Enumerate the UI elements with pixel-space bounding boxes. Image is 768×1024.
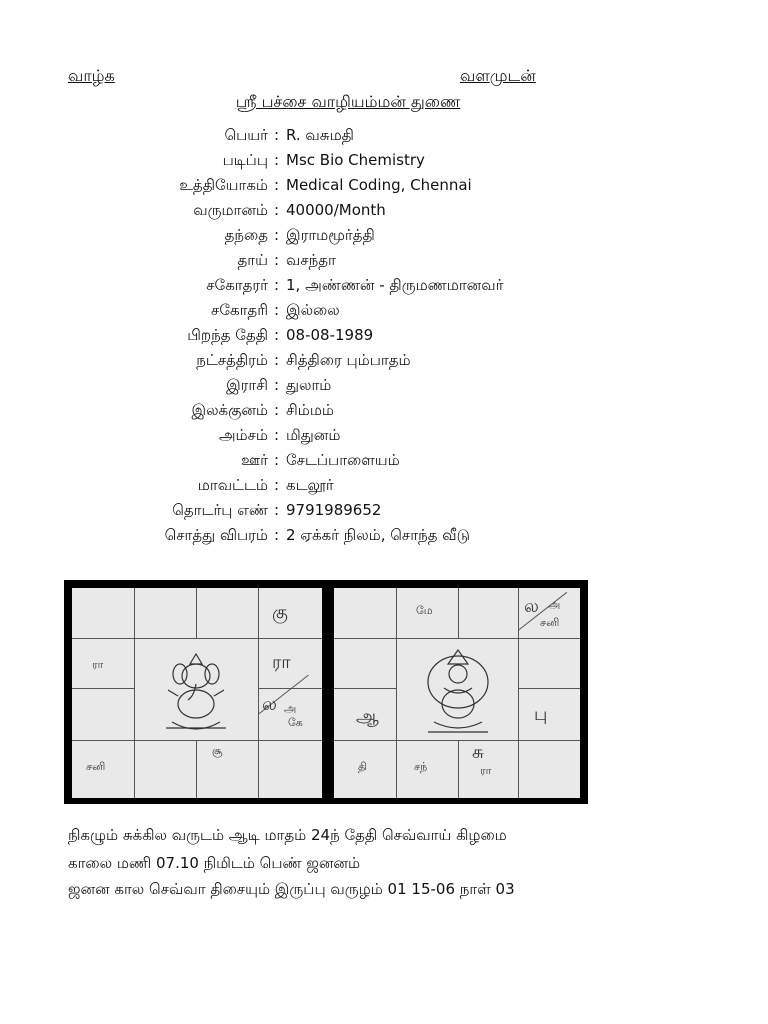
detail-label: வருமானம் [193, 201, 268, 219]
navamsa-chart [334, 588, 580, 798]
detail-colon: : [274, 401, 280, 419]
detail-label: சொத்து விபரம் [164, 526, 268, 544]
detail-row [0, 501, 768, 525]
chart-glyph: சந் [414, 760, 428, 773]
detail-value: மிதுனம் [286, 426, 341, 444]
detail-colon: : [274, 476, 280, 494]
detail-colon: : [274, 201, 280, 219]
detail-label: ஊர் [241, 451, 268, 469]
detail-row [0, 351, 768, 375]
detail-value: இராமமூர்த்தி [286, 226, 375, 244]
detail-colon: : [274, 501, 280, 519]
detail-row [0, 176, 768, 200]
detail-colon: : [274, 226, 280, 244]
detail-label: உத்தியோகம் [179, 176, 268, 194]
detail-colon: : [274, 451, 280, 469]
horoscope-charts [64, 580, 588, 804]
detail-row [0, 526, 768, 550]
detail-label: தொடர்பு எண் [172, 501, 268, 519]
detail-value: 9791989652 [286, 501, 382, 519]
detail-value: 2 ஏக்கர் நிலம், சொந்த வீடு [286, 526, 470, 544]
detail-row [0, 451, 768, 475]
chart-glyph: ஆ [356, 706, 379, 727]
detail-colon: : [274, 526, 280, 544]
chart-glyph: ல [524, 596, 539, 617]
chart-glyph: ரா [480, 764, 492, 777]
rasi-chart [72, 588, 322, 798]
chart-glyph: தி [358, 760, 368, 773]
detail-value: சேடப்பாளையம் [286, 451, 400, 469]
chart-glyph: பு [534, 704, 548, 725]
detail-row [0, 276, 768, 300]
detail-value: Msc Bio Chemistry [286, 151, 425, 169]
chart-glyph: அ [284, 702, 297, 715]
detail-label: பிறந்த தேதி [187, 326, 268, 344]
detail-colon: : [274, 351, 280, 369]
goddess-drawing-icon [420, 648, 496, 736]
detail-label: அம்சம் [218, 426, 268, 444]
detail-row [0, 401, 768, 425]
detail-row [0, 226, 768, 250]
detail-row [0, 251, 768, 275]
ganesha-drawing-icon [156, 650, 236, 734]
birth-info-line-1: நிகழும் சுக்கில வருடம் ஆடி மாதம் 24ந் தேதி செவ்வாய் கிழமை [68, 826, 507, 844]
detail-label: பெயர் [224, 126, 268, 144]
header-left-greeting: வாழ்க [68, 66, 115, 85]
detail-value: இல்லை [286, 301, 340, 319]
detail-label: சகோதரர் [206, 276, 268, 294]
detail-label: மாவட்டம் [197, 476, 268, 494]
detail-row [0, 326, 768, 350]
chart-glyph: அ [548, 598, 561, 611]
chart-glyph: ல [262, 694, 277, 715]
detail-value: கடலூர் [286, 476, 334, 494]
detail-colon: : [274, 301, 280, 319]
detail-label: படிப்பு [222, 151, 268, 169]
detail-colon: : [274, 376, 280, 394]
detail-label: சகோதரி [211, 301, 268, 319]
detail-colon: : [274, 276, 280, 294]
detail-value: துலாம் [286, 376, 332, 394]
detail-row [0, 426, 768, 450]
chart-glyph: சூ [212, 744, 223, 757]
detail-value: 1, அண்ணன் - திருமணமானவர் [286, 276, 504, 294]
detail-value: 40000/Month [286, 201, 386, 219]
header-right-greeting: வளமுடன் [460, 66, 536, 85]
detail-colon: : [274, 326, 280, 344]
detail-label: இலக்குனம் [191, 401, 268, 419]
detail-value: 08-08-1989 [286, 326, 374, 344]
detail-colon: : [274, 126, 280, 144]
chart-glyph: சனி [540, 616, 560, 629]
detail-colon: : [274, 151, 280, 169]
detail-label: இராசி [226, 376, 268, 394]
detail-row [0, 301, 768, 325]
chart-glyph: சு [472, 742, 484, 763]
detail-colon: : [274, 426, 280, 444]
chart-glyph: மே [416, 604, 433, 617]
detail-value: Medical Coding, Chennai [286, 176, 472, 194]
detail-label: தந்தை [224, 226, 268, 244]
detail-row [0, 126, 768, 150]
chart-glyph: சனி [86, 760, 106, 773]
detail-row [0, 476, 768, 500]
detail-row [0, 151, 768, 175]
blessing-title: ஸ்ரீ பச்சை வாழியம்மன் துணை [235, 92, 461, 111]
detail-value: வசந்தா [286, 251, 336, 269]
chart-glyph: கு [272, 602, 288, 623]
birth-info-line-2: காலை மணி 07.10 நிமிடம் பெண் ஜனனம் [68, 854, 361, 872]
detail-value: சிம்மம் [286, 401, 334, 419]
detail-row [0, 201, 768, 225]
detail-row [0, 376, 768, 400]
chart-glyph: ரா [272, 652, 291, 673]
chart-glyph: ரா [92, 658, 104, 671]
detail-label: நட்சத்திரம் [196, 351, 268, 369]
detail-colon: : [274, 251, 280, 269]
chart-glyph: கே [288, 716, 303, 729]
detail-label: தாய் [237, 251, 268, 269]
detail-value: R. வசுமதி [286, 126, 354, 144]
birth-info-line-3: ஜனன கால செவ்வா திசையும் இருப்பு வருழம் 01 15-06 நாள் 03 [68, 880, 515, 898]
detail-colon: : [274, 176, 280, 194]
detail-value: சித்திரை பும்பாதம் [286, 351, 411, 369]
